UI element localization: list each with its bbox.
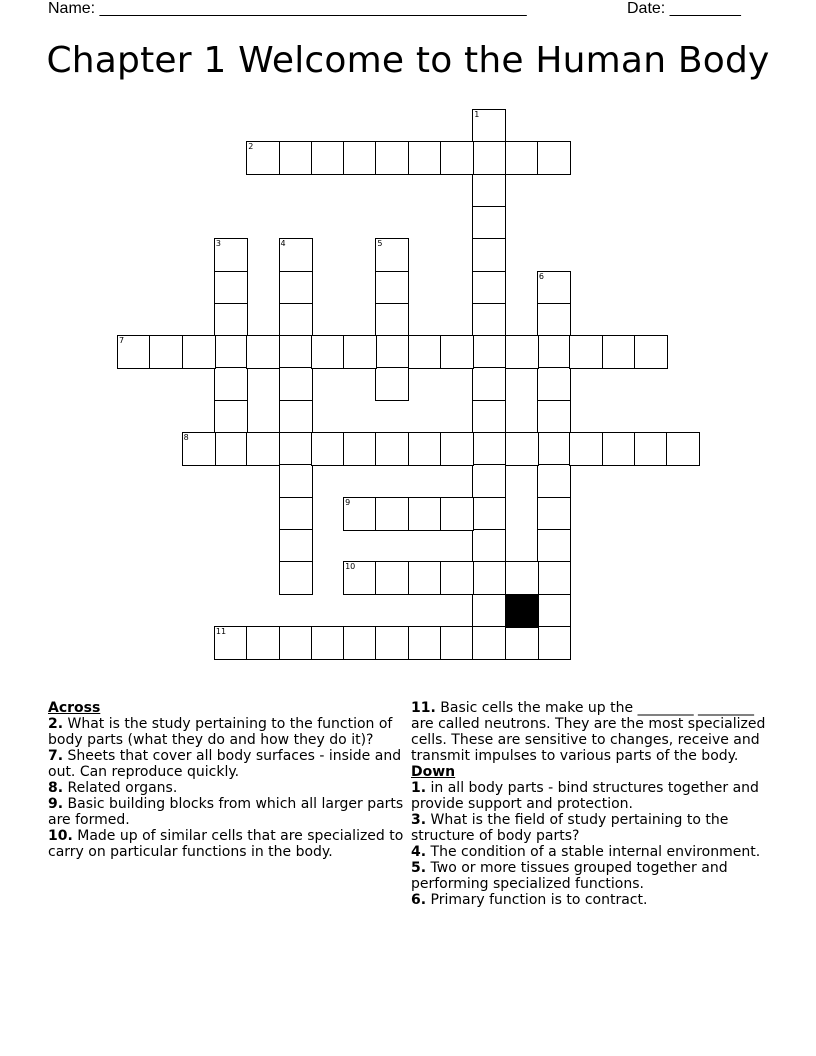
- grid-cell[interactable]: [472, 271, 506, 305]
- down-heading: Down: [411, 764, 456, 780]
- clue-number: 7.: [48, 748, 64, 764]
- grid-cell[interactable]: [537, 271, 571, 305]
- grid-cell[interactable]: [408, 335, 442, 369]
- grid-cell[interactable]: [279, 303, 313, 337]
- date-field[interactable]: Date: ________: [627, 0, 741, 17]
- grid-cell[interactable]: [440, 561, 474, 595]
- clue-text: Basic building blocks from which all larger parts are formed.: [48, 796, 404, 828]
- grid-cell[interactable]: [408, 626, 442, 660]
- grid-cell[interactable]: [375, 561, 409, 595]
- clues-section: [0, 700, 816, 1000]
- grid-cell[interactable]: [537, 335, 571, 369]
- grid-cell[interactable]: [472, 141, 506, 175]
- grid-cell[interactable]: [505, 626, 539, 660]
- grid-cell[interactable]: [311, 335, 345, 369]
- grid-cell[interactable]: [472, 529, 506, 563]
- grid-cell[interactable]: [634, 335, 668, 369]
- grid-cell[interactable]: [634, 432, 668, 466]
- grid-cell[interactable]: [537, 432, 571, 466]
- grid-cell[interactable]: [375, 303, 409, 337]
- clue-text: Two or more tissues grouped together and performing specialized functions.: [411, 860, 728, 892]
- grid-cell[interactable]: [537, 141, 571, 175]
- grid-cell[interactable]: [214, 367, 248, 401]
- grid-cell[interactable]: [408, 497, 442, 531]
- grid-cell[interactable]: [537, 529, 571, 563]
- grid-cell[interactable]: [537, 594, 571, 628]
- across-heading: Across: [48, 700, 101, 716]
- clue-text: What is the study pertaining to the function of body parts (what they do and how they do it)?: [48, 716, 393, 748]
- grid-cell[interactable]: [279, 561, 313, 595]
- clue-number: 4.: [411, 844, 427, 860]
- grid-cell[interactable]: [472, 400, 506, 434]
- clue-number: 10.: [48, 828, 73, 844]
- grid-cell[interactable]: [311, 432, 345, 466]
- clue-across-2: [48, 716, 408, 748]
- cell-number: 1: [474, 110, 480, 119]
- cell-number: 11: [215, 626, 227, 636]
- grid-cell[interactable]: [440, 141, 474, 175]
- grid-cell[interactable]: [279, 400, 313, 434]
- grid-cell[interactable]: [472, 626, 506, 660]
- grid-cell[interactable]: [569, 432, 603, 466]
- grid-cell[interactable]: [375, 335, 409, 369]
- clue-across-9: [48, 796, 408, 828]
- clue-text: Related organs.: [67, 780, 178, 796]
- clue-down-5: [411, 860, 776, 892]
- cell-number: 10: [345, 562, 356, 572]
- cell-number: 5: [377, 239, 383, 249]
- grid-cell[interactable]: [279, 626, 313, 660]
- clue-across-10: [48, 828, 408, 860]
- grid-cell[interactable]: [440, 335, 474, 369]
- clue-number: 1.: [411, 780, 427, 796]
- grid-cell[interactable]: [246, 141, 280, 175]
- clue-text: The condition of a stable internal environment.: [430, 844, 761, 860]
- grid-cell[interactable]: [149, 335, 183, 369]
- grid-cell[interactable]: [279, 529, 313, 563]
- grid-cell[interactable]: [472, 561, 506, 595]
- grid-cell[interactable]: [408, 141, 442, 175]
- grid-cell[interactable]: [246, 432, 280, 466]
- grid-cell[interactable]: [472, 335, 506, 369]
- grid-cell[interactable]: [246, 335, 280, 369]
- clue-text: Sheets that cover all body surfaces - inside and out. Can reproduce quickly.: [48, 748, 402, 780]
- grid-cell[interactable]: [375, 238, 409, 272]
- grid-cell[interactable]: [279, 367, 313, 401]
- grid-cell[interactable]: [472, 594, 506, 628]
- grid-cell[interactable]: [375, 432, 409, 466]
- clue-text: What is the field of study pertaining to the structure of body parts?: [411, 812, 729, 844]
- clue-text: Primary function is to contract.: [430, 892, 648, 908]
- grid-cell[interactable]: [117, 335, 151, 369]
- grid-cell[interactable]: [214, 335, 248, 369]
- grid-cell[interactable]: [472, 303, 506, 337]
- grid-cell[interactable]: [440, 626, 474, 660]
- grid-cell[interactable]: [214, 626, 248, 660]
- grid-cell[interactable]: [569, 335, 603, 369]
- grid-cell[interactable]: [408, 432, 442, 466]
- clues-left-column: [48, 700, 408, 860]
- cell-number: 4: [280, 239, 286, 249]
- grid-cell[interactable]: [408, 561, 442, 595]
- grid-cell[interactable]: [246, 626, 280, 660]
- grid-cell[interactable]: [311, 626, 345, 660]
- cell-number: 7: [119, 336, 125, 346]
- clue-down-4: [411, 844, 776, 860]
- grid-cell[interactable]: [343, 335, 377, 369]
- grid-cell[interactable]: [214, 400, 248, 434]
- grid-cell[interactable]: [537, 303, 571, 337]
- cell-number: 9: [345, 497, 351, 507]
- grid-cell[interactable]: [279, 464, 313, 498]
- clue-down-1: [411, 780, 776, 812]
- grid-cell[interactable]: [472, 174, 506, 208]
- grid-cell[interactable]: [375, 367, 409, 401]
- header: [0, 0, 816, 22]
- cell-number: 3: [215, 239, 221, 249]
- grid-cell[interactable]: [472, 432, 506, 466]
- clue-text: Made up of similar cells that are specialized to carry on particular functions in the body.: [48, 828, 404, 860]
- clue-down-3: [411, 812, 776, 844]
- grid-cell[interactable]: [375, 626, 409, 660]
- grid-cell[interactable]: [537, 464, 571, 498]
- cell-number: 6: [538, 271, 544, 281]
- grid-cell[interactable]: [505, 335, 539, 369]
- clue-text: in all body parts - bind structures together and provide support and protection.: [411, 780, 759, 812]
- clue-down-6: [411, 892, 776, 908]
- grid-cell[interactable]: [214, 303, 248, 337]
- grid-cell[interactable]: [311, 141, 345, 175]
- grid-cell[interactable]: [343, 561, 377, 595]
- grid-cell[interactable]: [279, 141, 313, 175]
- grid-cell[interactable]: [375, 497, 409, 531]
- clue-number: 8.: [48, 780, 64, 796]
- grid-cell[interactable]: [214, 238, 248, 272]
- clue-number: 3.: [411, 812, 427, 828]
- grid-cell[interactable]: [505, 432, 539, 466]
- clue-number: 2.: [48, 716, 64, 732]
- clue-number: 9.: [48, 796, 64, 812]
- grid-cell[interactable]: [279, 238, 313, 272]
- grid-cell[interactable]: [440, 432, 474, 466]
- clue-number: 5.: [411, 860, 427, 876]
- clue-number: 11.: [411, 700, 436, 716]
- grid-cell[interactable]: [279, 497, 313, 531]
- grid-cell[interactable]: [537, 561, 571, 595]
- grid-cell[interactable]: [537, 400, 571, 434]
- grid-cell[interactable]: [505, 141, 539, 175]
- grid-cell[interactable]: [472, 238, 506, 272]
- grid-cell[interactable]: [214, 271, 248, 305]
- clue-text: Basic cells the make up the ________ ________ are called neutrons. They are the most specialized cells. These are sensitive to changes, receive and transmit impulses to various parts of the body.: [411, 700, 766, 764]
- grid-cell[interactable]: [472, 464, 506, 498]
- grid-cell[interactable]: [537, 497, 571, 531]
- grid-cell[interactable]: [472, 367, 506, 401]
- clue-across-8: [48, 780, 408, 796]
- grid-cell[interactable]: [602, 335, 636, 369]
- grid-cell[interactable]: [279, 271, 313, 305]
- clue-across-7: [48, 748, 408, 780]
- grid-cell[interactable]: [505, 561, 539, 595]
- grid-cell[interactable]: [472, 109, 506, 143]
- grid-cell[interactable]: [343, 141, 377, 175]
- grid-cell[interactable]: [472, 206, 506, 240]
- grid-cell[interactable]: [279, 432, 313, 466]
- grid-cell[interactable]: [343, 626, 377, 660]
- grid-cell[interactable]: [343, 432, 377, 466]
- grid-cell[interactable]: [279, 335, 313, 369]
- grid-cell[interactable]: [440, 497, 474, 531]
- grid-cell[interactable]: [343, 497, 377, 531]
- grid-cell[interactable]: [472, 497, 506, 531]
- name-field[interactable]: Name: ________________________________________________: [48, 0, 527, 17]
- clue-number: 6.: [411, 892, 427, 908]
- grid-cell[interactable]: [666, 432, 700, 466]
- grid-cell[interactable]: [537, 367, 571, 401]
- grid-cell[interactable]: [537, 626, 571, 660]
- grid-cell[interactable]: [182, 335, 216, 369]
- grid-cell[interactable]: [602, 432, 636, 466]
- page-title: Chapter 1 Welcome to the Human Body: [46, 40, 770, 81]
- grid-cell[interactable]: [375, 271, 409, 305]
- clues-right-column: [411, 700, 776, 908]
- black-cell: [505, 594, 539, 628]
- cell-number: 8: [183, 433, 189, 442]
- grid-cell[interactable]: [214, 432, 248, 466]
- cell-number: 2: [248, 142, 254, 152]
- grid-cell[interactable]: [182, 432, 216, 466]
- grid-cell[interactable]: [375, 141, 409, 175]
- clue-across-11: [411, 700, 776, 764]
